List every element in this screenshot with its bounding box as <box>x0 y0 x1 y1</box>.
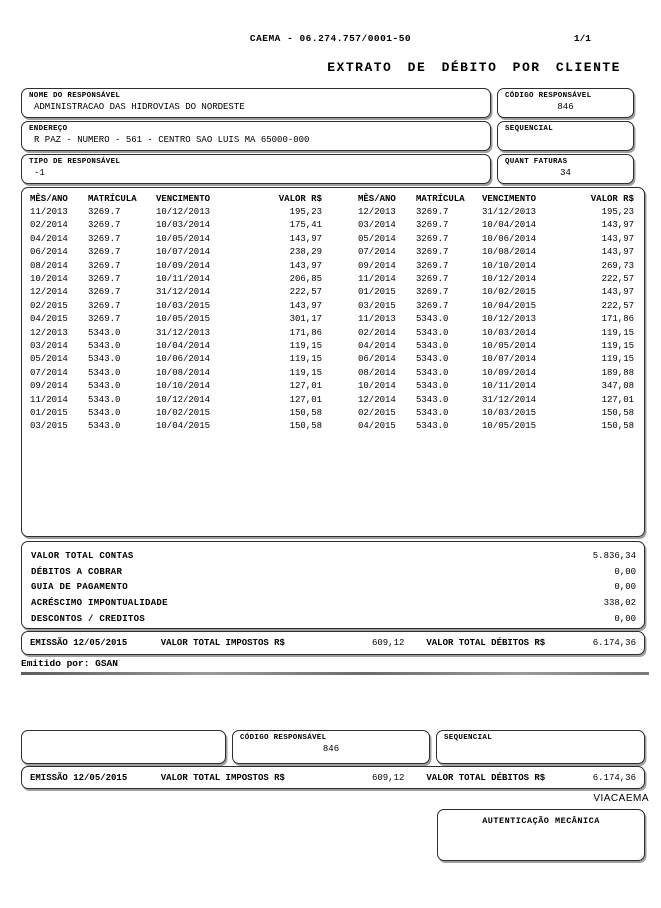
table-cell: 119,15 <box>601 354 634 365</box>
field-sequencial <box>497 121 634 151</box>
table-cell: 301,17 <box>289 314 322 325</box>
table-cell: 11/2013 <box>30 207 68 218</box>
table-cell: 01/2015 <box>30 407 68 418</box>
table-cell: 119,15 <box>289 354 322 365</box>
table-row <box>28 353 638 366</box>
table-cell: 03/2014 <box>30 340 68 351</box>
totals-box <box>21 541 645 629</box>
table-cell: 143,97 <box>601 287 634 298</box>
field-tipo-responsavel <box>21 154 491 184</box>
column-gap <box>326 379 356 392</box>
table-cell: 5343.0 <box>416 367 449 378</box>
emission-date-value: 12/05/2015 <box>73 638 128 648</box>
field-value: R PAZ - NUMERO - 561 - CENTRO SAO LUIS MA 65000-000 <box>34 135 310 145</box>
table-cell: 03/2015 <box>30 421 68 432</box>
invoice-table-box <box>21 187 645 537</box>
table-cell: 222,57 <box>289 287 322 298</box>
table-cell: 150,58 <box>289 421 322 432</box>
table-cell: 02/2014 <box>358 327 396 338</box>
document-title: EXTRATO DE DÉBITO POR CLIENTE <box>327 60 621 75</box>
table-cell: 5343.0 <box>416 327 449 338</box>
field-value: ADMINISTRACAO DAS HIDROVIAS DO NORDESTE <box>34 102 245 112</box>
field-label: SEQUENCIAL <box>505 125 554 133</box>
table-cell: 3269.7 <box>88 300 121 311</box>
table-cell: 127,01 <box>289 381 322 392</box>
table-cell: 08/2014 <box>358 367 396 378</box>
table-cell: 31/12/2014 <box>482 394 537 405</box>
table-cell: 5343.0 <box>416 394 449 405</box>
table-cell: 3269.7 <box>416 260 449 271</box>
field-label: QUANT FATURAS <box>505 158 568 166</box>
table-cell: 3269.7 <box>88 247 121 258</box>
field-value <box>498 133 633 135</box>
table-cell: 07/2014 <box>358 247 396 258</box>
table-cell: 10/04/2015 <box>156 421 211 432</box>
field-nome-responsavel <box>21 88 491 118</box>
column-gap <box>326 353 356 366</box>
total-label: ACRÉSCIMO IMPONTUALIDADE <box>31 598 168 609</box>
table-row <box>28 379 638 392</box>
emission-row <box>22 632 644 654</box>
total-value: 0,00 <box>614 582 636 593</box>
table-cell: 05/2014 <box>358 233 396 244</box>
emission-date <box>30 638 161 648</box>
total-debitos-label: VALOR TOTAL DÉBITOS R$ <box>426 772 546 783</box>
total-impostos-label: VALOR TOTAL IMPOSTOS R$ <box>160 772 285 783</box>
table-cell: 12/2013 <box>30 327 68 338</box>
field-value: 846 <box>322 744 340 754</box>
table-cell: 3269.7 <box>88 287 121 298</box>
table-cell: 5343.0 <box>416 381 449 392</box>
table-cell: 03/2014 <box>358 220 396 231</box>
table-cell: 3269.7 <box>88 274 121 285</box>
table-cell: 10/11/2014 <box>482 381 537 392</box>
table-cell: 09/2014 <box>30 381 68 392</box>
table-row <box>28 313 638 326</box>
emission-date <box>30 773 161 783</box>
table-cell: 10/05/2014 <box>156 233 211 244</box>
slip-sequencial <box>436 730 645 764</box>
table-cell: 5343.0 <box>88 340 121 351</box>
table-cell: 3269.7 <box>416 220 449 231</box>
table-cell: 3269.7 <box>88 220 121 231</box>
table-row <box>28 299 638 312</box>
cut-line-divider <box>21 672 649 675</box>
table-cell: 10/05/2015 <box>482 421 537 432</box>
table-cell: 3269.7 <box>416 247 449 258</box>
table-cell: 127,01 <box>289 394 322 405</box>
field-value <box>437 742 644 744</box>
table-cell: 269,73 <box>601 260 634 271</box>
table-cell: 119,15 <box>289 367 322 378</box>
field-codigo-responsavel <box>497 88 634 118</box>
table-cell: 143,97 <box>601 247 634 258</box>
table-cell: 01/2015 <box>358 287 396 298</box>
field-endereco <box>21 121 491 151</box>
table-cell: 10/2014 <box>358 381 396 392</box>
table-cell: 5343.0 <box>416 354 449 365</box>
column-gap <box>326 313 356 326</box>
total-row <box>31 611 636 627</box>
field-value: -1 <box>34 168 45 178</box>
field-label: CÓDIGO RESPONSÁVEL <box>240 734 327 742</box>
table-cell: 10/06/2014 <box>482 233 537 244</box>
table-cell: 3269.7 <box>416 274 449 285</box>
table-cell: 11/2013 <box>358 314 396 325</box>
table-cell: 31/12/2013 <box>482 207 537 218</box>
table-cell: 3269.7 <box>416 287 449 298</box>
table-cell: 3269.7 <box>88 207 121 218</box>
table-cell: 143,97 <box>289 233 322 244</box>
table-cell: 222,57 <box>601 274 634 285</box>
table-cell: 143,97 <box>289 260 322 271</box>
autenticacao-mecanica-box <box>437 809 645 861</box>
table-cell: 195,23 <box>601 207 634 218</box>
table-cell: 3269.7 <box>416 207 449 218</box>
table-cell: 5343.0 <box>88 354 121 365</box>
table-cell: 10/04/2015 <box>482 300 537 311</box>
column-gap <box>326 192 356 205</box>
table-header-row <box>28 192 638 205</box>
total-label: DÉBITOS A COBRAR <box>31 566 123 577</box>
table-cell: 02/2015 <box>358 407 396 418</box>
table-cell: 143,97 <box>601 233 634 244</box>
field-label: SEQUENCIAL <box>444 734 493 742</box>
field-value: 846 <box>557 102 574 112</box>
table-cell: 10/05/2014 <box>482 340 537 351</box>
table-row <box>28 205 638 218</box>
table-row <box>28 272 638 285</box>
field-label: NOME DO RESPONSÁVEL <box>29 92 121 100</box>
table-cell: 3269.7 <box>416 300 449 311</box>
table-cell: 05/2014 <box>30 354 68 365</box>
total-impostos-value: 609,12 <box>371 638 405 648</box>
field-label: TIPO DE RESPONSÁVEL <box>29 158 121 166</box>
table-cell: 31/12/2014 <box>156 287 211 298</box>
total-row <box>31 595 636 611</box>
invoice-table <box>28 192 638 433</box>
table-cell: 02/2015 <box>30 300 68 311</box>
table-cell: 04/2014 <box>30 233 68 244</box>
total-label: VALOR TOTAL CONTAS <box>31 550 134 561</box>
table-row <box>28 366 638 379</box>
table-cell: 195,23 <box>289 207 322 218</box>
table-cell: 07/2014 <box>30 367 68 378</box>
column-gap <box>326 326 356 339</box>
table-cell: 175,41 <box>289 220 322 231</box>
field-label: ENDEREÇO <box>29 125 68 133</box>
table-cell: 10/02/2015 <box>482 287 537 298</box>
table-cell: 150,58 <box>601 421 634 432</box>
column-header: VENCIMENTO <box>156 193 211 204</box>
column-gap <box>326 366 356 379</box>
table-cell: 10/11/2014 <box>156 274 211 285</box>
totals-list <box>31 548 636 627</box>
table-cell: 171,86 <box>289 327 322 338</box>
slip-emission-box <box>21 766 645 789</box>
table-cell: 5343.0 <box>88 367 121 378</box>
table-cell: 10/12/2014 <box>482 274 537 285</box>
field-label: CÓDIGO RESPONSÁVEL <box>505 92 592 100</box>
table-cell: 04/2015 <box>30 314 68 325</box>
column-header: VALOR R$ <box>278 193 322 204</box>
column-header: MATRÍCULA <box>88 193 137 204</box>
total-debitos-value: 6.174,36 <box>592 638 636 648</box>
table-cell: 150,58 <box>289 407 322 418</box>
column-gap <box>326 420 356 433</box>
total-debitos-label: VALOR TOTAL DÉBITOS R$ <box>426 638 546 648</box>
column-gap <box>326 272 356 285</box>
total-label: GUIA DE PAGAMENTO <box>31 582 128 593</box>
table-cell: 171,86 <box>601 314 634 325</box>
emission-date-value: 12/05/2015 <box>73 772 128 783</box>
table-cell: 5343.0 <box>416 407 449 418</box>
column-gap <box>326 259 356 272</box>
autenticacao-label: AUTENTICAÇÃO MECÂNICA <box>482 816 600 826</box>
table-cell: 189,88 <box>601 367 634 378</box>
table-cell: 10/07/2014 <box>156 247 211 258</box>
table-cell: 10/04/2014 <box>482 220 537 231</box>
table-row <box>28 232 638 245</box>
table-cell: 222,57 <box>601 300 634 311</box>
company-header: CAEMA - 06.274.757/0001-50 <box>249 33 412 44</box>
table-cell: 10/09/2014 <box>156 260 211 271</box>
table-cell: 11/2014 <box>30 394 68 405</box>
table-cell: 10/10/2014 <box>156 381 211 392</box>
table-cell: 3269.7 <box>88 233 121 244</box>
table-cell: 10/02/2015 <box>156 407 211 418</box>
table-cell: 10/04/2014 <box>156 340 211 351</box>
column-gap <box>326 246 356 259</box>
column-header: VENCIMENTO <box>482 193 537 204</box>
table-cell: 11/2014 <box>358 274 396 285</box>
total-impostos-label: VALOR TOTAL IMPOSTOS R$ <box>160 638 285 648</box>
column-header: MÊS/ANO <box>30 193 68 204</box>
table-cell: 02/2014 <box>30 220 68 231</box>
column-header: MÊS/ANO <box>358 193 396 204</box>
total-row <box>31 580 636 596</box>
table-cell: 5343.0 <box>88 407 121 418</box>
table-cell: 5343.0 <box>88 394 121 405</box>
table-cell: 119,15 <box>601 340 634 351</box>
emission-label: EMISSÃO <box>30 638 68 648</box>
table-cell: 5343.0 <box>88 327 121 338</box>
table-cell: 10/2014 <box>30 274 68 285</box>
emission-label: EMISSÃO <box>30 772 68 783</box>
table-cell: 10/12/2013 <box>482 314 537 325</box>
table-cell: 5343.0 <box>416 421 449 432</box>
table-cell: 119,15 <box>601 327 634 338</box>
table-cell: 5343.0 <box>88 381 121 392</box>
invoice-table-body <box>28 205 638 433</box>
table-cell: 3269.7 <box>88 314 121 325</box>
table-cell: 119,15 <box>289 340 322 351</box>
total-row <box>31 564 636 580</box>
table-cell: 10/09/2014 <box>482 367 537 378</box>
table-row <box>28 420 638 433</box>
field-quant-faturas <box>497 154 634 184</box>
table-cell: 10/08/2014 <box>156 367 211 378</box>
column-gap <box>326 232 356 245</box>
table-cell: 10/03/2014 <box>482 327 537 338</box>
table-cell: 06/2014 <box>358 354 396 365</box>
table-cell: 12/2014 <box>358 394 396 405</box>
table-cell: 10/12/2014 <box>156 394 211 405</box>
table-cell: 5343.0 <box>416 340 449 351</box>
table-cell: 143,97 <box>601 220 634 231</box>
emission-summary-box <box>21 631 645 655</box>
table-cell: 206,85 <box>289 274 322 285</box>
table-row <box>28 406 638 419</box>
total-value: 0,00 <box>614 566 636 577</box>
table-cell: 08/2014 <box>30 260 68 271</box>
table-cell: 10/12/2013 <box>156 207 211 218</box>
table-cell: 12/2013 <box>358 207 396 218</box>
table-cell: 03/2015 <box>358 300 396 311</box>
table-cell: 06/2014 <box>30 247 68 258</box>
table-cell: 31/12/2013 <box>156 327 211 338</box>
table-cell: 10/03/2014 <box>156 220 211 231</box>
total-value: 5.836,34 <box>592 550 636 561</box>
table-cell: 12/2014 <box>30 287 68 298</box>
table-row <box>28 259 638 272</box>
table-cell: 5343.0 <box>88 421 121 432</box>
table-row <box>28 219 638 232</box>
total-value: 0,00 <box>614 614 636 625</box>
total-impostos-value: 609,12 <box>371 772 405 783</box>
table-cell: 150,58 <box>601 407 634 418</box>
table-cell: 10/05/2015 <box>156 314 211 325</box>
column-header: VALOR R$ <box>590 193 634 204</box>
table-cell: 10/08/2014 <box>482 247 537 258</box>
table-cell: 10/03/2015 <box>156 300 211 311</box>
table-cell: 127,01 <box>601 394 634 405</box>
total-row <box>31 548 636 564</box>
column-gap <box>326 339 356 352</box>
column-gap <box>326 299 356 312</box>
table-cell: 3269.7 <box>416 233 449 244</box>
table-cell: 10/10/2014 <box>482 260 537 271</box>
table-cell: 04/2014 <box>358 340 396 351</box>
slip-codigo-responsavel <box>232 730 430 764</box>
table-cell: 143,97 <box>289 300 322 311</box>
total-value: 338,02 <box>603 598 636 609</box>
column-gap <box>326 406 356 419</box>
blank-slip-box <box>21 730 226 764</box>
table-cell: 5343.0 <box>416 314 449 325</box>
table-row <box>28 326 638 339</box>
table-cell: 04/2015 <box>358 421 396 432</box>
table-cell: 10/03/2015 <box>482 407 537 418</box>
page-number: 1/1 <box>573 33 591 44</box>
column-gap <box>326 286 356 299</box>
table-cell: 09/2014 <box>358 260 396 271</box>
table-row <box>28 339 638 352</box>
table-row <box>28 246 638 259</box>
table-cell: 347,08 <box>601 381 634 392</box>
table-row <box>28 393 638 406</box>
field-value: 34 <box>560 168 571 178</box>
total-debitos-value: 6.174,36 <box>592 772 636 783</box>
via-caema-label: VIACAEMA <box>593 793 649 804</box>
table-cell: 238,29 <box>289 247 322 258</box>
emission-row <box>22 767 644 788</box>
column-gap <box>326 393 356 406</box>
table-cell: 3269.7 <box>88 260 121 271</box>
column-header: MATRÍCULA <box>416 193 465 204</box>
table-cell: 10/07/2014 <box>482 354 537 365</box>
emitted-by: Emitido por: GSAN <box>21 658 118 669</box>
table-row <box>28 286 638 299</box>
total-label: DESCONTOS / CREDITOS <box>31 614 146 625</box>
column-gap <box>326 219 356 232</box>
column-gap <box>326 205 356 218</box>
table-cell: 10/06/2014 <box>156 354 211 365</box>
